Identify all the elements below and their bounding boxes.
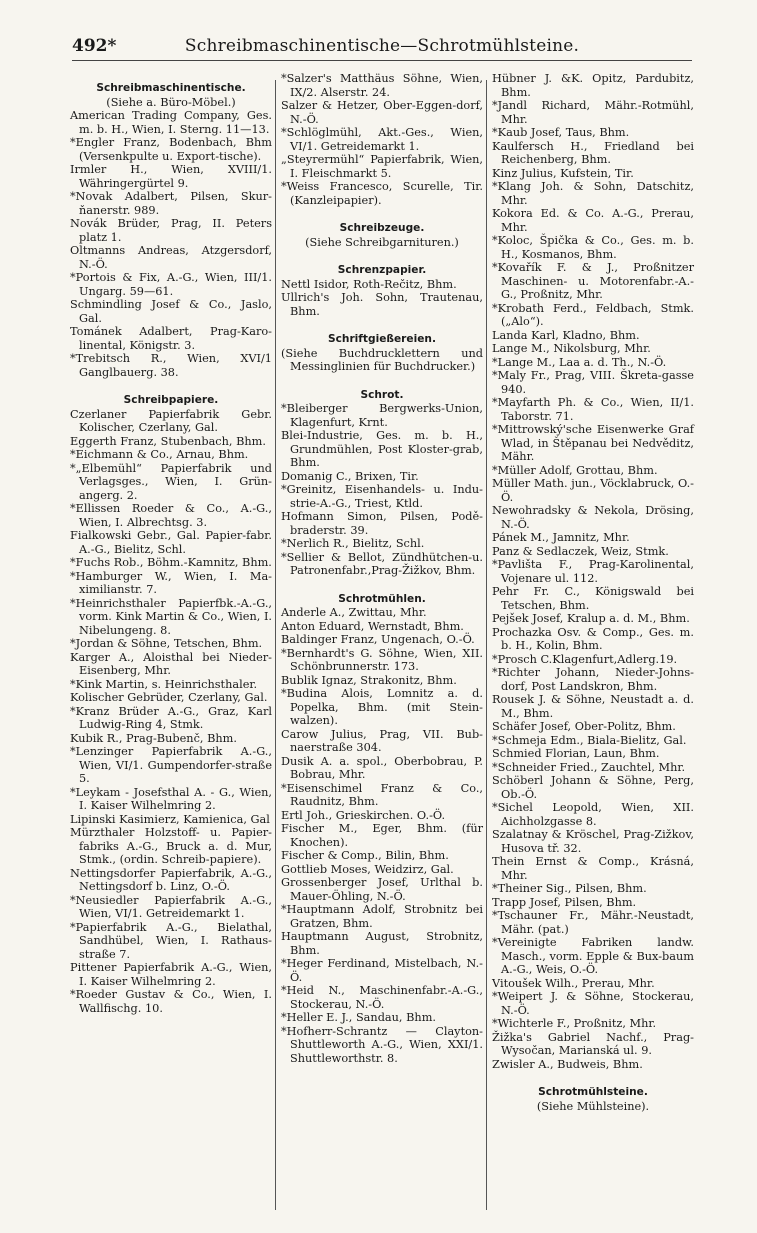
directory-entry: *Klang Joh. & Sohn, Datschitz, Mhr.: [492, 180, 694, 207]
directory-entry: Panz & Sedlaczek, Weiz, Stmk.: [492, 544, 669, 558]
directory-entry: Hübner J. &K. Opitz, Pardubitz, Bhm.: [492, 72, 694, 99]
directory-entry: Anderle A., Zwittau, Mhr.: [281, 606, 427, 619]
directory-entry: *Müller Adolf, Grottau, Bhm.: [492, 463, 658, 477]
directory-entry: *„Elbemühl“ Papierfabrik und Verlagsges., Wien, I. Grün-angerg. 2.: [70, 461, 272, 502]
directory-entry: Kubik R., Prag-Bubenč, Bhm.: [70, 731, 237, 745]
section-heading: Schreibmaschinentische.: [96, 82, 246, 94]
directory-entry: *Wichterle F., Proßnitz, Mhr.: [492, 1017, 657, 1030]
section-heading: Schrotmühlsteine.: [538, 1086, 648, 1098]
directory-entry: *Mittrowský'sche Eisenwerke Graf Wlad, in Štěpanau bei Nedvěditz, Mähr.: [492, 423, 694, 463]
directory-entry: *Greinitz, Eisenhandels- u. Indu-strie-A.-G., Triest, Ktld.: [281, 483, 483, 510]
directory-entry: *Trebitsch R., Wien, XVI/1 Ganglbauerg. 38.: [70, 352, 272, 379]
directory-entry: Landa Karl, Kladno, Bhm.: [492, 328, 640, 342]
directory-entry: Müller Math. jun., Vöcklabruck, O.-Ö.: [492, 477, 694, 504]
cross-reference: (Siehe a. Büro-Möbel.): [106, 95, 236, 109]
directory-entry: Schmindling Josef & Co., Jaslo, Gal.: [70, 298, 272, 325]
directory-entry: Dusik A. a. spol., Oberbobrau, P. Bobrau, Mhr.: [281, 754, 483, 781]
directory-entry: *Prosch C.Klagenfurt,Adlerg.19.: [492, 652, 678, 666]
directory-entry: *Schmeja Edm., Biala-Bielitz, Gal.: [492, 733, 687, 747]
directory-entry: *Sichel Leopold, Wien, XII. Aichholzgasse 8.: [492, 801, 694, 828]
cross-reference: (Siehe Schreibgarnituren.): [305, 235, 459, 249]
directory-entry: *Engler Franz, Bodenbach, Bhm (Versenkpulte u. Export-tische).: [70, 136, 272, 163]
column-left: [70, 72, 272, 1015]
directory-entry: Gottlieb Moses, Weidzirz, Gal.: [281, 862, 454, 876]
directory-entry: *Neusiedler Papierfabrik A.-G., Wien, VI/1. Getreidemarkt 1.: [70, 893, 272, 920]
directory-entry: *Heger Ferdinand, Mistelbach, N.-Ö.: [281, 957, 483, 984]
directory-entry: Grossenberger Josef, Urlthal b. Mauer-Öhling, N.-Ö.: [281, 876, 483, 903]
directory-entry: *Bernhardt's G. Söhne, Wien, XII. Schönbrunnerstr. 173.: [281, 646, 483, 673]
directory-entry: *Mayfarth Ph. & Co., Wien, II/1. Taborstr. 71.: [492, 396, 694, 423]
directory-entry: Baldinger Franz, Ungenach, O.-Ö.: [281, 633, 475, 646]
directory-entry: Lange M., Nikolsburg, Mhr.: [492, 342, 651, 355]
directory-entry: Eggerth Franz, Stubenbach, Bhm.: [70, 434, 266, 448]
column-right: [492, 72, 694, 1113]
directory-entry: *Heid N., Maschinenfabr.-A.-G., Stockerau, N.-Ö.: [281, 984, 483, 1011]
directory-entry: Fischer M., Eger, Bhm. (für Knochen).: [281, 822, 483, 849]
directory-entry: Thein Ernst & Comp., Krásná, Mhr.: [492, 855, 694, 882]
directory-entry: Kinz Julius, Kufstein, Tir.: [492, 166, 634, 180]
directory-entry: *Jandl Richard, Mähr.-Rotmühl, Mhr.: [492, 99, 694, 126]
directory-entry: *Eichmann & Co., Arnau, Bhm.: [70, 448, 249, 461]
directory-entry: Bublik Ignaz, Strakonitz, Bhm.: [281, 673, 457, 687]
directory-entry: *Jordan & Söhne, Tetschen, Bhm.: [70, 637, 263, 650]
directory-entry: *Leykam - Josefsthal A. - G., Wien, I. Kaiser Wilhelmring 2.: [70, 785, 272, 812]
directory-entry: Hauptmann August, Strobnitz, Bhm.: [281, 930, 483, 957]
directory-entry: Kaulfersch H., Friedland bei Reichenberg, Bhm.: [492, 139, 694, 166]
directory-entry: Pejšek Josef, Kralup a. d. M., Bhm.: [492, 612, 690, 625]
directory-entry: Zwisler A., Budweis, Bhm.: [492, 1057, 643, 1071]
running-title: Schreibmaschinentische—Schrotmühlsteine.: [184, 36, 580, 56]
section-heading: Schrotmühlen.: [338, 592, 426, 605]
directory-entry: *Krobath Ferd., Feldbach, Stmk. („Alo“).: [492, 301, 694, 328]
directory-entry: *Theiner Sig., Pilsen, Bhm.: [492, 882, 647, 895]
directory-entry: Mürzthaler Holzstoff- u. Papier-fabriks A.-G., Bruck a. d. Mur, Stmk., (ordin. Schreib-papiere).: [70, 826, 272, 866]
directory-entry: *Roeder Gustav & Co., Wien, I. Wallfischg. 10.: [70, 988, 272, 1015]
directory-entry: Vitoušek Wilh., Prerau, Mhr.: [492, 976, 655, 990]
directory-entry: *Papierfabrik A.-G., Bielathal, Sandhübel, Wien, I. Rathaus-straße 7.: [70, 920, 272, 961]
directory-entry: Fialkowski Gebr., Gal. Papier-fabr. A.-G., Bielitz, Schl.: [70, 529, 272, 556]
directory-entry: *Hauptmann Adolf, Strobnitz bei Gratzen, Bhm.: [281, 903, 483, 930]
directory-entry: Pittener Papierfabrik A.-G., Wien, I. Kaiser Wilhelmring 2.: [70, 961, 272, 988]
section-heading: Schreibpapiere.: [123, 394, 219, 406]
directory-entry: American Trading Company, Ges. m. b. H., Wien, I. Sterng. 11—13.: [70, 109, 272, 136]
directory-entry: *Pavlišta F., Prag-Karolinental, Vojenare ul. 112.: [492, 558, 694, 585]
directory-entry: *Kink Martin, s. Heinrichsthaler.: [70, 677, 258, 691]
directory-entry: *Bleiberger Bergwerks-Union, Klagenfurt, Krnt.: [281, 402, 483, 429]
directory-entry: *Lenzinger Papierfabrik A.-G., Wien, VI/1. Gumpendorfer-straße 5.: [70, 745, 272, 785]
directory-entry: *Hamburger W., Wien, I. Ma-ximilianstr. 7.: [70, 569, 272, 596]
directory-entry: Fischer & Comp., Bilin, Bhm.: [281, 849, 449, 862]
column-middle: [281, 72, 483, 1065]
directory-entry: *Vereinigte Fabriken landw. Masch., vorm. Epple & Bux-baum A.-G., Weis, O.-Ö.: [492, 936, 694, 976]
section-heading: Schriftgießereien.: [328, 333, 436, 345]
section-heading: Schrot.: [360, 388, 404, 401]
directory-entry: *Weiss Francesco, Scurelle, Tir. (Kanzleipapier).: [281, 180, 483, 207]
directory-entry: „Steyrermühl“ Papierfabrik, Wien, I. Fleischmarkt 5.: [281, 153, 483, 180]
directory-entry: Domanig C., Brixen, Tir.: [281, 469, 419, 483]
directory-entry: *Portois & Fix, A.-G., Wien, III/1. Ungarg. 59—61.: [70, 271, 272, 298]
directory-entry: *Weipert J. & Söhne, Stockerau, N.-Ö.: [492, 990, 694, 1017]
directory-entry: Irmler H., Wien, XVIII/1. Währingergürtel 9.: [70, 163, 272, 190]
directory-entry: Schäfer Josef, Ober-Politz, Bhm.: [492, 720, 676, 733]
directory-entry: Žižka's Gabriel Nachf., Prag-Wysočan, Marianská ul. 9.: [492, 1030, 694, 1057]
directory-entry: *Salzer's Matthäus Söhne, Wien, IX/2. Alserstr. 24.: [281, 72, 483, 99]
directory-entry: *Kovařík F. & J., Proßnitzer Maschinen- u. Motorenfabr.-A.-G., Proßnitz, Mhr.: [492, 261, 694, 301]
directory-entry: *Eisenschimel Franz & Co., Raudnitz, Bhm.: [281, 781, 483, 808]
directory-entry: *Tschauner Fr., Mähr.-Neustadt, Mähr. (pat.): [492, 909, 694, 936]
directory-entry: *Lange M., Laa a. d. Th., N.-Ö.: [492, 355, 667, 369]
directory-entry: Schöberl Johann & Söhne, Perg, Ob.-Ö.: [492, 774, 694, 801]
directory-entry: *Ellissen Roeder & Co., A.-G., Wien, I. Albrechtsg. 3.: [70, 502, 272, 529]
section-heading: Schrenzpapier.: [337, 264, 427, 276]
directory-entry: Ertl Joh., Grieskirchen. O.-Ö.: [281, 808, 446, 822]
directory-entry: Novák Brüder, Prag, II. Peters platz 1.: [70, 217, 272, 244]
directory-entry: Anton Eduard, Wernstadt, Bhm.: [281, 619, 464, 633]
directory-entry: Blei-Industrie, Ges. m. b. H., Grundmühlen, Post Kloster-grab, Bhm.: [281, 429, 483, 469]
directory-entry: *Schneider Fried., Zauchtel, Mhr.: [492, 760, 686, 774]
directory-entry: Trapp Josef, Pilsen, Bhm.: [492, 895, 637, 909]
directory-entry: Karger A., Aloisthal bei Nieder-Eisenberg, Mhr.: [70, 650, 272, 677]
directory-entry: Salzer & Hetzer, Ober-Eggen-dorf, N.-Ö.: [281, 99, 483, 126]
directory-entry: *Maly Fr., Prag, VIII. Škreta-gasse 940.: [492, 369, 694, 396]
directory-entry: Ullrich's Joh. Sohn, Trautenau, Bhm.: [281, 291, 483, 318]
header-rule: [72, 60, 692, 61]
directory-entry: Szalatnay & Kröschel, Prag-Zižkov, Husova tř. 32.: [492, 828, 694, 855]
column-divider: [275, 80, 276, 1210]
page-number: 492*: [72, 36, 117, 56]
section-heading: Schreibzeuge.: [339, 222, 425, 234]
directory-entry: *Schlöglmühl, Akt.-Ges., Wien, VI/1. Getreidemarkt 1.: [281, 126, 483, 153]
column-divider: [486, 80, 487, 1210]
directory-entry: Nettingsdorfer Papierfabrik, A.-G., Nettingsdorf b. Linz, O.-Ö.: [70, 866, 272, 893]
directory-entry: Prochazka Osv. & Comp., Ges. m. b. H., Kolin, Bhm.: [492, 625, 694, 652]
directory-entry: Carow Julius, Prag, VII. Bub-naerstraße 304.: [281, 727, 483, 754]
directory-entry: *Novak Adalbert, Pilsen, Skur-ňanerstr. 989.: [70, 190, 272, 217]
directory-entry: *Hofherr-Schrantz — Clayton-Shuttleworth A.-G., Wien, XXI/1. Shuttleworthstr. 8.: [281, 1024, 483, 1065]
directory-entry: (Siehe Buchdrucklettern und Messinglinien für Buchdrucker.): [281, 346, 483, 373]
directory-entry: Czerlaner Papierfabrik Gebr. Kolischer, Czerlany, Gal.: [70, 407, 272, 434]
directory-entry: *Kranz Brüder A.-G., Graz, Karl Ludwig-Ring 4, Stmk.: [70, 704, 272, 731]
directory-entry: Rousek J. & Söhne, Neustadt a. d. M., Bhm.: [492, 693, 694, 720]
directory-entry: *Heller E. J., Sandau, Bhm.: [281, 1011, 436, 1024]
directory-entry: *Richter Johann, Nieder-Johns-dorf, Post Landskron, Bhm.: [492, 666, 694, 693]
directory-entry: *Nerlich R., Bielitz, Schl.: [281, 537, 425, 550]
directory-entry: Hofmann Simon, Pilsen, Podě-braderstr. 39.: [281, 510, 483, 537]
directory-entry: *Fuchs Rob., Böhm.-Kamnitz, Bhm.: [70, 556, 272, 569]
directory-entry: Lipinski Kasimierz, Kamienica, Gal: [70, 812, 270, 826]
directory-entry: Newohradsky & Nekola, Drösing, N.-Ö.: [492, 504, 694, 531]
directory-entry: Pehr Fr. C., Königswald bei Tetschen, Bhm.: [492, 585, 694, 612]
directory-entry: Oltmanns Andreas, Atzgersdorf, N.-Ö.: [70, 244, 272, 271]
cross-reference: (Siehe Mühlsteine).: [536, 1099, 650, 1113]
page-header: [72, 34, 692, 58]
directory-entry: Schmied Florian, Laun, Bhm.: [492, 747, 660, 760]
directory-entry: Tománek Adalbert, Prag-Karo-linental, Königstr. 3.: [70, 325, 272, 352]
directory-entry: *Sellier & Bellot, Zündhütchen-u. Patronenfabr.,Prag-Žižkov, Bhm.: [281, 550, 483, 577]
directory-entry: *Kaub Josef, Taus, Bhm.: [492, 126, 630, 139]
directory-entry: Nettl Isidor, Roth-Rečitz, Bhm.: [281, 277, 457, 291]
directory-entry: Pánek M., Jamnitz, Mhr.: [492, 531, 630, 544]
directory-entry: *Heinrichsthaler Papierfbk.-A.-G., vorm. Kink Martin & Co., Wien, I. Nibelungeng. 8.: [70, 596, 272, 637]
directory-entry: Kokora Ed. & Co. A.-G., Prerau, Mhr.: [492, 207, 694, 234]
directory-entry: *Koloc, Špička & Co., Ges. m. b. H., Kosmanos, Bhm.: [492, 234, 694, 261]
directory-entry: *Budina Alois, Lomnitz a. d. Popelka, Bhm. (mit Stein-walzen).: [281, 687, 483, 727]
directory-entry: Kolischer Gebrüder, Czerlany, Gal.: [70, 691, 268, 704]
